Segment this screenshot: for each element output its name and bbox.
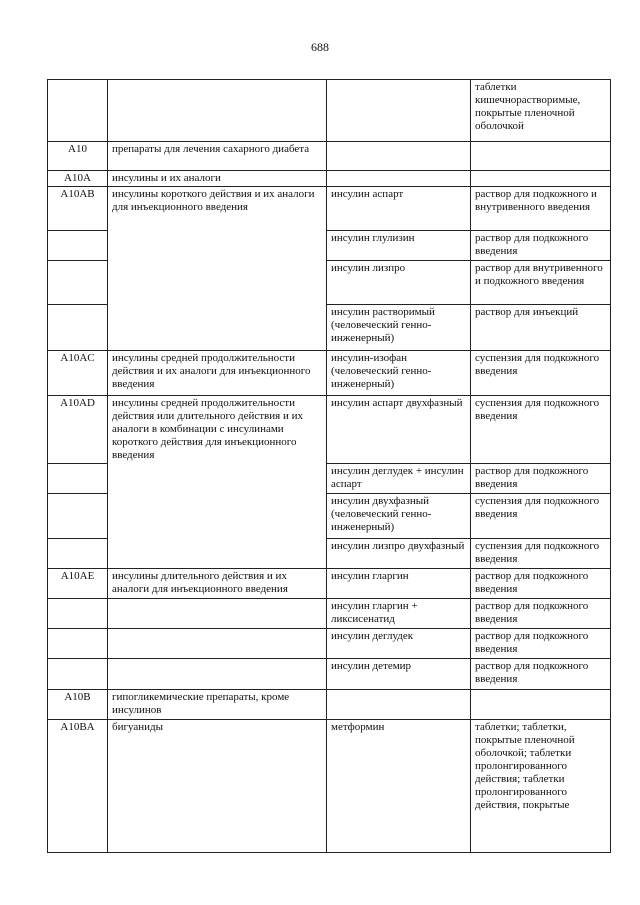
group-cell: инсулины средней продолжительности действия или длительного действия и их аналоги в комбинации с инсулинами короткого действия для инъекционного введения (108, 396, 327, 464)
dosage-form-cell: таблетки кишечнорастворимые, покрытые пленочной оболочкой (471, 80, 611, 142)
table-row (48, 396, 611, 464)
dosage-form-cell: раствор для инъекций (471, 305, 611, 351)
group-cell (108, 261, 327, 305)
atc-code-cell (48, 80, 108, 142)
drug-name-cell: инсулин гларгин + ликсисенатид (327, 598, 471, 628)
dosage-form-cell (471, 171, 611, 187)
group-cell: препараты для лечения сахарного диабета (108, 142, 327, 171)
group-cell (108, 231, 327, 261)
drug-name-cell (327, 171, 471, 187)
dosage-form-cell: раствор для подкожного введения (471, 658, 611, 689)
table-row (48, 598, 611, 628)
group-cell (108, 538, 327, 568)
table-row (48, 628, 611, 658)
group-cell (108, 463, 327, 493)
dosage-form-cell (471, 142, 611, 171)
group-cell: бигуаниды (108, 719, 327, 852)
table-row (48, 463, 611, 493)
drug-name-cell: инсулин глулизин (327, 231, 471, 261)
table-row (48, 689, 611, 719)
group-cell (108, 80, 327, 142)
dosage-form-cell: раствор для подкожного введения (471, 231, 611, 261)
table-row (48, 80, 611, 142)
atc-code-cell (48, 261, 108, 305)
drug-name-cell: инсулин двухфазный (человеческий генно-инженерный) (327, 493, 471, 538)
dosage-form-cell: раствор для внутривенного и подкожного введения (471, 261, 611, 305)
dosage-form-cell: раствор для подкожного введения (471, 568, 611, 598)
table-row (48, 261, 611, 305)
atc-code-cell (48, 628, 108, 658)
page-number: 688 (311, 40, 329, 54)
group-cell: инсулины и их аналоги (108, 171, 327, 187)
atc-code-cell: A10BA (48, 719, 108, 852)
group-cell (108, 658, 327, 689)
group-cell (108, 598, 327, 628)
table-row (48, 305, 611, 351)
atc-code-cell: A10AE (48, 568, 108, 598)
drug-name-cell (327, 689, 471, 719)
table-row (48, 187, 611, 231)
table-row (48, 351, 611, 396)
atc-code-cell: A10AC (48, 351, 108, 396)
dosage-form-cell: раствор для подкожного введения (471, 628, 611, 658)
atc-code-cell (48, 538, 108, 568)
atc-code-cell: A10A (48, 171, 108, 187)
group-cell: гипогликемические препараты, кроме инсулинов (108, 689, 327, 719)
table-row (48, 568, 611, 598)
drug-classification-table (47, 79, 611, 853)
dosage-form-cell: раствор для подкожного и внутривенного введения (471, 187, 611, 231)
atc-code-cell (48, 493, 108, 538)
group-cell (108, 493, 327, 538)
drug-name-cell: инсулин деглудек (327, 628, 471, 658)
atc-code-cell (48, 598, 108, 628)
table-row (48, 231, 611, 261)
group-cell: инсулины длительного действия и их аналоги для инъекционного введения (108, 568, 327, 598)
atc-code-cell: A10AD (48, 396, 108, 464)
dosage-form-cell: суспензия для подкожного введения (471, 351, 611, 396)
drug-name-cell: инсулин деглудек + инсулин аспарт (327, 463, 471, 493)
table-row (48, 658, 611, 689)
dosage-form-cell: раствор для подкожного введения (471, 598, 611, 628)
table-row (48, 538, 611, 568)
drug-name-cell: метформин (327, 719, 471, 852)
dosage-form-cell: суспензия для подкожного введения (471, 396, 611, 464)
atc-code-cell: A10 (48, 142, 108, 171)
drug-name-cell: инсулин гларгин (327, 568, 471, 598)
atc-code-cell (48, 463, 108, 493)
table-row (48, 493, 611, 538)
drug-name-cell (327, 142, 471, 171)
drug-name-cell: инсулин аспарт (327, 187, 471, 231)
dosage-form-cell: таблетки; таблетки, покрытые пленочной оболочкой; таблетки пролонгированного действия; таблетки пролонгированного действия, покрытые (471, 719, 611, 852)
drug-name-cell: инсулин аспарт двухфазный (327, 396, 471, 464)
table-row (48, 719, 611, 852)
drug-name-cell: инсулин растворимый (человеческий генно-инженерный) (327, 305, 471, 351)
atc-code-cell (48, 658, 108, 689)
dosage-form-cell (471, 689, 611, 719)
table-row (48, 142, 611, 171)
atc-code-cell (48, 305, 108, 351)
drug-name-cell (327, 80, 471, 142)
atc-code-cell: A10B (48, 689, 108, 719)
drug-name-cell: инсулин-изофан (человеческий генно-инженерный) (327, 351, 471, 396)
drug-name-cell: инсулин лизпро двухфазный (327, 538, 471, 568)
drug-name-cell: инсулин лизпро (327, 261, 471, 305)
group-cell: инсулины короткого действия и их аналоги для инъекционного введения (108, 187, 327, 231)
dosage-form-cell: раствор для подкожного введения (471, 463, 611, 493)
group-cell (108, 628, 327, 658)
group-cell (108, 305, 327, 351)
table-row (48, 171, 611, 187)
group-cell: инсулины средней продолжительности действия и их аналоги для инъекционного введения (108, 351, 327, 396)
drug-name-cell: инсулин детемир (327, 658, 471, 689)
atc-code-cell: A10AB (48, 187, 108, 231)
dosage-form-cell: суспензия для подкожного введения (471, 493, 611, 538)
dosage-form-cell: суспензия для подкожного введения (471, 538, 611, 568)
atc-code-cell (48, 231, 108, 261)
